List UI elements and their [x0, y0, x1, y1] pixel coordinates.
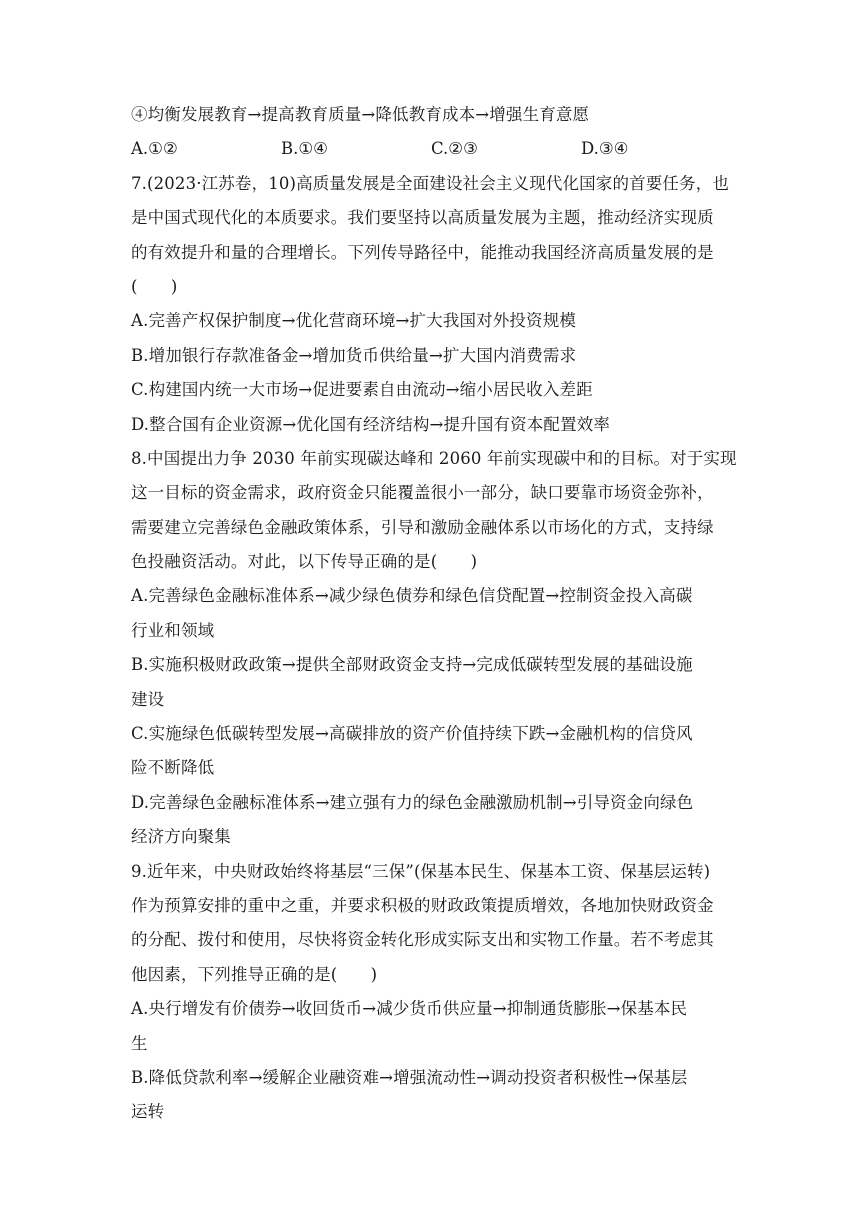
q7-option-b: B.增加银行存款准备金→增加货币供给量→扩大国内消费需求: [131, 345, 577, 365]
q8-option-d: D.完善绿色金融标准体系→建立强有力的绿色金融激励机制→引导资金向绿色: [131, 792, 694, 812]
q8-option-a-cont: 行业和领域: [131, 620, 215, 640]
q6-choice-b: B.①④: [281, 139, 328, 159]
q7-option-c: C.构建国内统一大市场→促进要素自由流动→缩小居民收入差距: [131, 380, 593, 400]
q7-stem-line: 是中国式现代化的本质要求。我们要坚持以高质量发展为主题，推动经济实现质: [131, 208, 714, 228]
q6-choices: [131, 132, 733, 166]
q6-choice-d: D.③④: [581, 139, 629, 159]
q8-option-c: C.实施绿色低碳转型发展→高碳排放的资产价值持续下跌→金融机构的信贷风: [131, 724, 693, 744]
q9-stem-line: 他因素，下列推导正确的是( ): [131, 964, 378, 984]
q8-option-b-cont: 建设: [131, 689, 165, 709]
q6-choice-a: A.①②: [131, 139, 178, 159]
q7-stem-line: 的有效提升和量的合理增长。下列传导路径中，能推动我国经济高质量发展的是: [131, 242, 714, 262]
q8-option-a: A.完善绿色金融标准体系→减少绿色债券和绿色信贷配置→控制资金投入高碳: [131, 586, 693, 606]
q7-option-d: D.整合国有企业资源→优化国有经济结构→提升国有资本配置效率: [131, 414, 611, 434]
q8-stem-line: 色投融资活动。对此，以下传导正确的是( ): [131, 552, 478, 572]
q9-stem-line: 9.近年来，中央财政始终将基层“三保”(保基本民生、保基本工资、保基层运转): [131, 861, 711, 881]
q8-option-d-cont: 经济方向聚集: [131, 827, 231, 847]
q8-stem-line: 需要建立完善绿色金融政策体系，引导和激励金融体系以市场化的方式，支持绿: [131, 517, 714, 537]
question-7: [131, 167, 733, 442]
q7-stem-line: 7.(2023·江苏卷，10)高质量发展是全面建设社会主义现代化国家的首要任务，也: [131, 173, 729, 193]
q8-option-b: B.实施积极财政政策→提供全部财政资金支持→完成低碳转型发展的基础设施: [131, 655, 693, 675]
q8-option-c-cont: 险不断降低: [131, 758, 215, 778]
q6-choice-c: C.②③: [431, 139, 478, 159]
q7-stem-line: ( ): [131, 276, 178, 296]
q7-option-a: A.完善产权保护制度→优化营商环境→扩大我国对外投资规模: [131, 311, 577, 331]
q9-stem-line: 作为预算安排的重中之重，并要求积极的财政政策提质增效，各地加快财政资金: [131, 895, 714, 915]
question-9: [131, 855, 733, 1130]
q9-option-b: B.降低贷款利率→缓解企业融资难→增强流动性→调动投资者积极性→保基层: [131, 1067, 688, 1087]
q9-stem-line: 的分配、拨付和使用，尽快将资金转化形成实际支出和实物工作量。若不考虑其: [131, 930, 714, 950]
q6-option-4: ④均衡发展教育→提高教育质量→降低教育成本→增强生育意愿: [131, 105, 590, 124]
q9-option-a-cont: 生: [131, 1033, 148, 1053]
q8-stem-line: 这一目标的资金需求，政府资金只能覆盖很小一部分，缺口要靠市场资金弥补，: [131, 483, 714, 503]
q9-option-b-cont: 运转: [131, 1102, 165, 1122]
q9-option-a: A.央行增发有价债券→收回货币→减少货币供应量→抑制通货膨胀→保基本民: [131, 999, 688, 1019]
question-8: [131, 442, 737, 855]
q8-stem-line: 8.中国提出力争 2030 年前实现碳达峰和 2060 年前实现碳中和的目标。对于实现: [131, 448, 737, 468]
document-page: [131, 98, 737, 1130]
